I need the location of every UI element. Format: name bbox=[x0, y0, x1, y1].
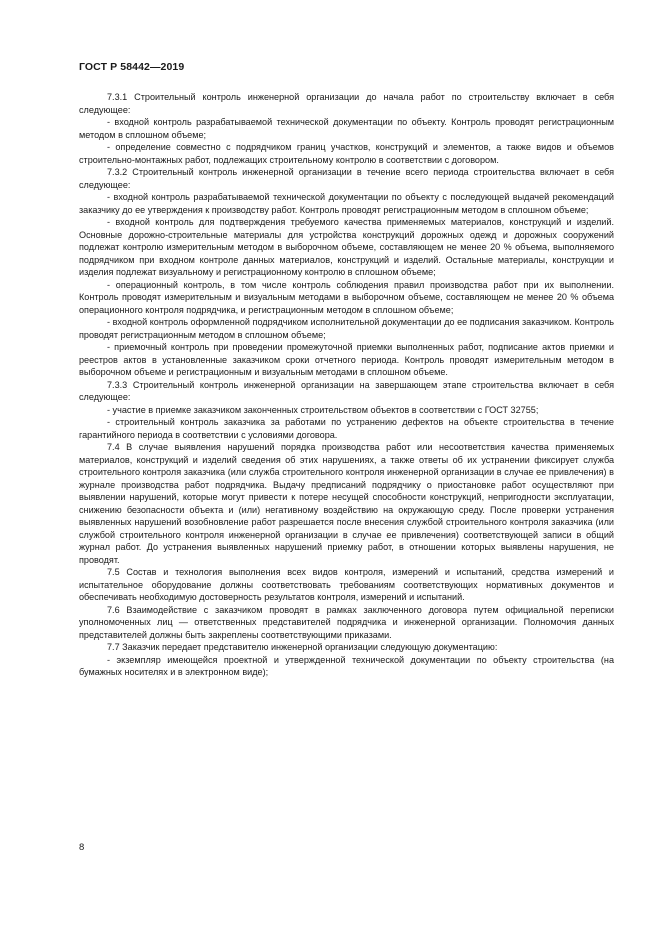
standard-header: ГОСТ Р 58442—2019 bbox=[79, 61, 185, 73]
list-item: - экземпляр имеющейся проектной и утвержденной технической документации по объекту строительства (на бумажных носителях и в электронном виде); bbox=[79, 654, 614, 677]
list-item: - входной контроль оформленной подрядчиком исполнительной документации до ее подписания заказчиком. Контроль проводят регистрационным методом в сплошном объеме; bbox=[79, 317, 614, 340]
list-item: - строительный контроль заказчика за работами по устранению дефектов на объекте строительства в течение гарантийного периода в соответствии с условиями договора. bbox=[79, 417, 614, 440]
clause-7-3-2: 7.3.2 Строительный контроль инженерной организации в течение всего периода строительства включает в себя следующее: bbox=[79, 167, 614, 190]
body-text bbox=[79, 91, 614, 679]
list-item: - входной контроль разрабатываемой технической документации по объекту. Контроль проводят регистрационным методом в сплошном объеме; bbox=[79, 117, 614, 140]
list-item: - входной контроль для подтверждения требуемого качества применяемых материалов, конструкций и изделий. Основные дорожно-строительные материалы для устройства конструкций дорожных одежд и дорожных сооружений подлежат контролю измерительным методом в выборочном объеме, составляющем не менее 20 % объема, выполняемого подрядчиком при входном контроле данных материалов, конструкций и изделий. Остальные материалы, конструкции и изделия подлежат визуальному и регистрационному контролю в сплошном объеме; bbox=[79, 217, 614, 277]
clause-7-7: 7.7 Заказчик передает представителю инженерной организации следующую документацию: bbox=[107, 642, 498, 652]
clause-7-6: 7.6 Взаимодействие с заказчиком проводят в рамках заключенного договора путем официальной переписки уполномоченных лиц — ответственных представителей подрядчика и инженерной организации. Полномочия данных представителей должны быть закреплены соответствующими приказами. bbox=[79, 604, 614, 640]
page-number: 8 bbox=[79, 842, 85, 853]
clause-7-4: 7.4 В случае выявления нарушений порядка производства работ или несоответствия качества применяемых материалов, конструкций и изделий сведения об этих нарушениях, а также ответы об их устранении фиксирует служба строительного контроля заказчика (или служба строительного контроля инженерной организации в случае ее привлечения) в журнале производства работ подрядчика. Выдачу предписаний подрядчику о приостановке работ осуществляют при выявлении нарушений, которые могут привести к потере несущей способности конструкций, непригодности эксплуатации, снижению безопасности объекта и (или) негативному воздействию на окружающую среду. После проверки устранения выявленных нарушений возобновление работ разрешается после внесения службой строительного контроля заказчика (или службой строительного контроля инженерной организации в случае ее привлечения) соответствующей записи в общий журнал работ. До устранения выявленных нарушений приемку работ, в отношении которых выявлены нарушения, не проводят. bbox=[79, 442, 614, 565]
clause-7-3-1: 7.3.1 Строительный контроль инженерной организации до начала работ по строительству включает в себя следующее: bbox=[79, 92, 614, 115]
list-item: - определение совместно с подрядчиком границ участков, конструкций и элементов, а также видов и объемов строительно-монтажных работ, подлежащих строительному контролю в соответствии с договором. bbox=[79, 142, 614, 165]
list-item: - входной контроль разрабатываемой технической документации по объекту с последующей выдачей рекомендаций заказчику до ее утверждения к производству работ. Контроль проводят регистрационным методом в сплошном объеме; bbox=[79, 192, 614, 215]
list-item: - приемочный контроль при проведении промежуточной приемки выполненных работ, подписание актов приемки и реестров актов в установленные заказчиком сроки отчетного периода. Контроль проводят измерительным методом в выборочном объеме и регистрационным и визуальным методами в сплошном объеме. bbox=[79, 342, 614, 377]
clause-7-3-3: 7.3.3 Строительный контроль инженерной организации на завершающем этапе строительства включает в себя следующее: bbox=[79, 379, 614, 402]
clause-7-5: 7.5 Состав и технология выполнения всех видов контроля, измерений и испытаний, средства измерений и испытательное оборудование должны соответствовать требованиям соответствующих нормативных документов и обеспечивать необходимую достоверность результатов контроля, измерений и испытаний. bbox=[79, 567, 614, 602]
list-item: - участие в приемке заказчиком законченных строительством объектов в соответствии с ГОСТ 32755; bbox=[107, 404, 539, 415]
list-item: - операционный контроль, в том числе контроль соблюдения правил производства работ при их выполнении. Контроль проводят измерительным и визуальным методами в выборочном объеме, составляющем не менее 20 % объема операционного контроля подрядчика, и регистрационным методом в сплошном объеме; bbox=[79, 279, 614, 315]
